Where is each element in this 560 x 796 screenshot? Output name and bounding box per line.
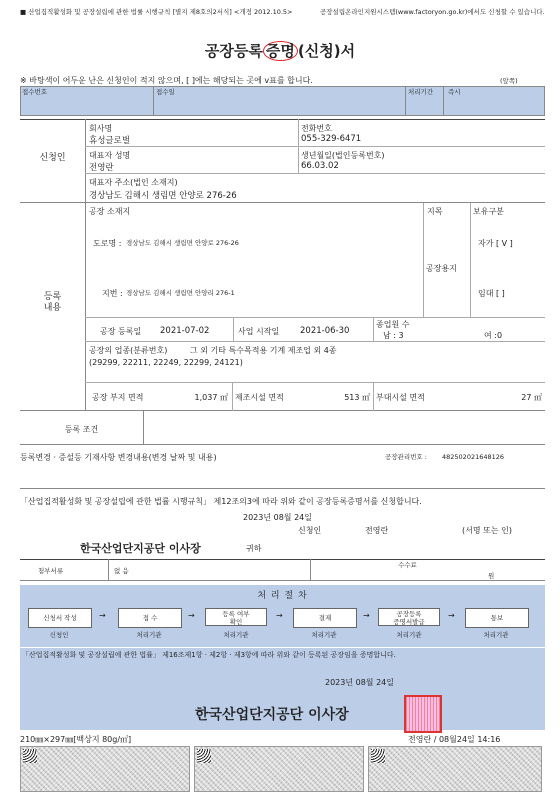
receipt-row	[20, 86, 545, 116]
company-label: 회사명	[89, 124, 113, 133]
applicant-signer-name: 전영란	[365, 526, 389, 535]
biz-start-label: 사업 시작일	[238, 327, 280, 336]
aux-area-label: 부대시설 면적	[376, 393, 425, 402]
site-area-label: 공장 부지 면적	[92, 393, 144, 402]
process-actor-3: 처리기관	[223, 631, 249, 639]
birth-value: 66.03.02	[301, 161, 339, 171]
industry-value: 그 외 기타 특수목적용 기계 제조업 외 4종	[190, 346, 337, 355]
mgmt-no-label: 공장관리번호 :	[385, 453, 427, 461]
registration-section-label: 등록 내용	[43, 292, 62, 313]
process-actor-5: 처리기관	[396, 631, 422, 639]
process-title: 처 리 절 차	[257, 591, 308, 601]
mfg-area-value: 513 ㎡	[344, 393, 370, 402]
aux-area-value: 27 ㎡	[521, 393, 542, 402]
security-pattern	[194, 746, 364, 792]
mgmt-no-value: 482502021648126	[442, 453, 505, 461]
road-value: 경상남도 김해시 생림면 안양로 276-26	[126, 239, 239, 247]
fee-row	[20, 559, 545, 581]
site-area-value: 1,037 ㎡	[194, 393, 228, 402]
receipt-date-label: 접수일	[156, 88, 175, 96]
mfg-area-label: 제조시설 면적	[235, 393, 284, 402]
industry-label: 공장의 업종(분류번호)	[89, 346, 168, 355]
applicant-section-label: 신청인	[39, 153, 66, 163]
employees-male: 남 : 3	[383, 331, 404, 340]
sign-label: (서명 또는 인)	[462, 526, 512, 535]
honorific: 귀하	[246, 544, 262, 553]
process-step-5: 공장등록 증명서발급	[378, 608, 440, 626]
paper-spec: 210㎜×297㎜[백상지 80g/㎡]	[20, 735, 132, 744]
page-title	[0, 40, 560, 61]
fee-unit: 원	[488, 572, 495, 580]
lot-label: 지번 :	[102, 289, 123, 298]
addressee: 한국산업단지공단 이사장	[80, 542, 201, 555]
period-label: 처리기간	[408, 88, 434, 96]
birth-label: 생년월일(법인등록번호)	[301, 151, 385, 160]
registration-section	[20, 203, 545, 411]
rep-value: 전영란	[89, 163, 114, 173]
barcode-icon	[371, 749, 385, 763]
process-arrow-icon: →	[363, 611, 370, 620]
certification-text: 「산업집적활성화 및 공장설립에 관한 법률」 제16조제1항 · 제2항 · 제3항에 따라 위와 같이 등록된 공장임을 증명합니다.	[22, 651, 396, 659]
declaration-date: 2023년 08월 24일	[243, 513, 312, 522]
biz-start-value: 2021-06-30	[300, 326, 350, 336]
road-label: 도로명 :	[93, 239, 122, 248]
ownership-label: 보유구분	[473, 207, 504, 216]
rep-label: 대표자 성명	[89, 151, 131, 160]
zone-value: 공장용지	[426, 264, 457, 273]
official-seal	[404, 695, 442, 733]
site-note: 공장설립온라인지원시스템(www.factoryon.go.kr)에서도 신청할 수 있습니다.	[320, 8, 545, 16]
phone-label: 전화번호	[301, 124, 332, 133]
barcode-icon	[197, 749, 211, 763]
docs-label: 첨부서류	[38, 567, 64, 575]
process-step-4: 결재	[293, 608, 357, 628]
process-step-1: 신청서 작성	[28, 608, 92, 628]
period-value: 즉시	[448, 88, 461, 96]
receipt-no-label: 접수번호	[22, 88, 48, 96]
title-prefix: 공장등록	[204, 42, 263, 60]
process-arrow-icon: →	[276, 611, 283, 620]
legal-basis: ■ 산업집적활성화 및 공장설립에 관한 법률 시행규칙 [별지 제8호의2서식] <개정 2012.10.5>	[20, 8, 293, 16]
docs-value: 없 음	[114, 567, 129, 575]
process-actor-1: 신청인	[49, 631, 69, 639]
declaration-text: 「산업집적활성화 및 공장설립에 관한 법률 시행규칙」 제12조의3에 따라 위와 같이 공장등록증명서를 신청합니다.	[20, 497, 422, 506]
instruction: ※ 바탕색이 어두운 난은 신청인이 적지 않으며, [ ]에는 해당되는 곳에 v표를 합니다.	[20, 76, 313, 85]
conditions-label: 등록 조건	[64, 425, 99, 434]
company-value: 휴성글로벌	[89, 136, 131, 146]
process-arrow-icon: →	[99, 611, 106, 620]
issuer: 한국산업단지공단 이사장	[195, 707, 349, 723]
process-actor-4: 처리기관	[311, 631, 337, 639]
address-label: 대표자 주소(법인 소재지)	[89, 178, 178, 187]
process-actor-6: 처리기관	[483, 631, 509, 639]
reg-date-label: 공장 등록일	[100, 327, 142, 336]
ownership-rent: 임대 [ ]	[478, 289, 505, 298]
zone-label: 지목	[427, 207, 443, 216]
fee-label: 수수료	[398, 561, 417, 569]
phone-value: 055-329-6471	[301, 134, 362, 144]
location-label: 공장 소재지	[89, 207, 131, 216]
process-actor-2: 처리기관	[136, 631, 162, 639]
page-side: (앞쪽)	[500, 77, 518, 85]
applicant-role-label: 신청인	[298, 526, 322, 535]
employees-label: 종업원 수	[376, 320, 410, 329]
certification-date: 2023년 08월 24일	[325, 678, 394, 687]
barcode-icon	[23, 749, 37, 763]
address-value: 경상남도 김해시 생림면 안양로 276-26	[89, 191, 237, 201]
title-suffix: (신청)서	[297, 42, 356, 60]
security-pattern	[20, 746, 190, 792]
process-arrow-icon: →	[448, 611, 455, 620]
change-log-label: 등록변경 · 증설등 기재사항 변경내용(변경 날짜 및 내용)	[20, 453, 217, 462]
employees-female: 여 :0	[484, 331, 503, 340]
reg-date-value: 2021-07-02	[160, 326, 210, 336]
security-pattern	[368, 746, 542, 792]
industry-codes: (29299, 22211, 22249, 22299, 24121)	[89, 358, 243, 367]
ownership-self: 자가 [ V ]	[478, 239, 513, 248]
title-circled: 증명	[263, 41, 298, 61]
printed-by: 전영란 / 08월24일 14:16	[408, 735, 501, 744]
process-step-3: 등록 여부 확인	[205, 608, 267, 626]
process-step-6: 통보	[465, 608, 529, 628]
process-step-2: 접 수	[118, 608, 182, 628]
process-arrow-icon: →	[188, 611, 195, 620]
lot-value: 경상남도 김해시 생림면 안양리 276-1	[126, 289, 235, 297]
